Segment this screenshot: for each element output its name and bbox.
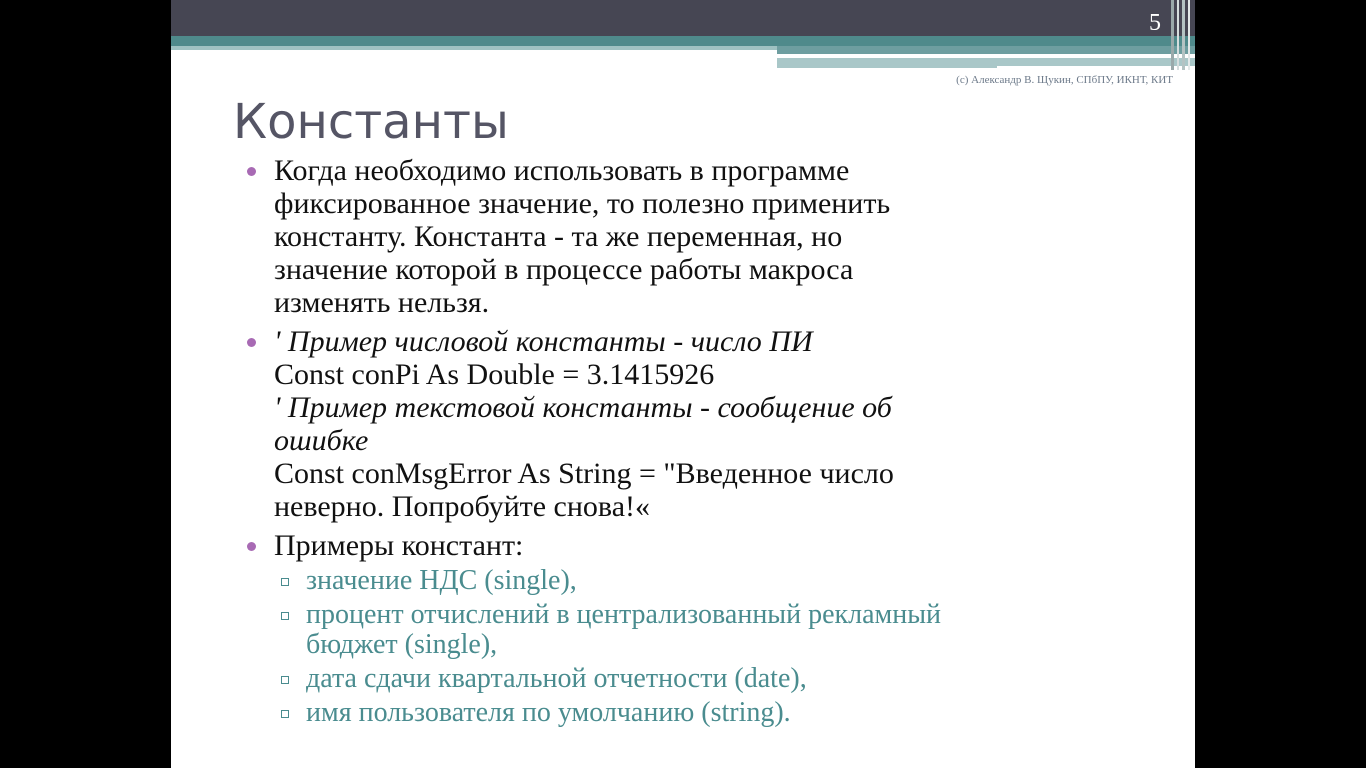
bullet-item (247, 154, 1127, 319)
bullet-dot-icon (247, 338, 256, 347)
header-band-teal (171, 36, 1195, 46)
sub-bullet-item (274, 698, 1127, 728)
sub-bullet-list (274, 566, 1127, 728)
copyright-text: (c) Александр В. Щукин, СПбПУ, ИКНТ, КИТ (956, 74, 1173, 86)
sub-bullet-item (274, 664, 1127, 694)
bullet-text-line: Когда необходимо использовать в программе (274, 154, 850, 187)
bullet-text-line: изменять нельзя. (274, 286, 490, 319)
bullet-text-line: константу. Константа - та же переменная, но (274, 220, 843, 253)
slide-title: Константы (233, 94, 509, 150)
bullet-item (247, 325, 1127, 523)
square-bullet-icon (281, 612, 289, 620)
header-vertical-stripe (1188, 0, 1190, 70)
header-step-gap-2 (997, 66, 1195, 70)
bullet-item (247, 529, 1127, 728)
header-band-teal-light (171, 46, 777, 50)
sub-bullet-text-line: дата сдачи квартальной отчетности (date), (306, 663, 807, 694)
square-bullet-icon (281, 676, 289, 684)
sub-bullet-text-line: процент отчислений в централизованный рекламный (306, 599, 942, 630)
code-line: Const conMsgError As String = "Введенное число (274, 457, 894, 490)
code-comment-line: ' Пример текстовой константы - сообщение об (274, 391, 892, 424)
header-vertical-stripe (1177, 0, 1179, 70)
bullet-dot-icon (247, 542, 256, 551)
header-step-band (777, 46, 1195, 54)
header-band-dark (171, 0, 1195, 36)
bullet-text-line: фиксированное значение, то полезно применить (274, 187, 891, 220)
code-comment-line: ошибке (274, 424, 369, 457)
sub-bullet-text-line: имя пользователя по умолчанию (string). (306, 697, 791, 728)
square-bullet-icon (281, 578, 289, 586)
sub-bullet-item (274, 566, 1127, 596)
bullet-list (247, 154, 1127, 728)
bullet-dot-icon (247, 167, 256, 176)
header-vertical-stripe (1171, 0, 1174, 70)
square-bullet-icon (281, 710, 289, 718)
code-line: неверно. Попробуйте снова!« (274, 490, 650, 523)
sub-bullet-text-line: бюджет (single), (306, 629, 498, 660)
bullet-text-line: значение которой в процессе работы макроса (274, 253, 854, 286)
slide-number: 5 (1149, 10, 1161, 36)
code-comment-line: ' Пример числовой константы - число ПИ (274, 325, 813, 358)
header-vertical-stripe (1182, 0, 1185, 70)
code-line: Const conPi As Double = 3.1415926 (274, 358, 715, 391)
sub-bullet-item (274, 600, 1127, 660)
sub-bullet-text-line: значение НДС (single), (306, 565, 577, 596)
bullet-text-line: Примеры констант: (274, 529, 524, 562)
slide-content (247, 154, 1127, 734)
slide (171, 0, 1195, 768)
